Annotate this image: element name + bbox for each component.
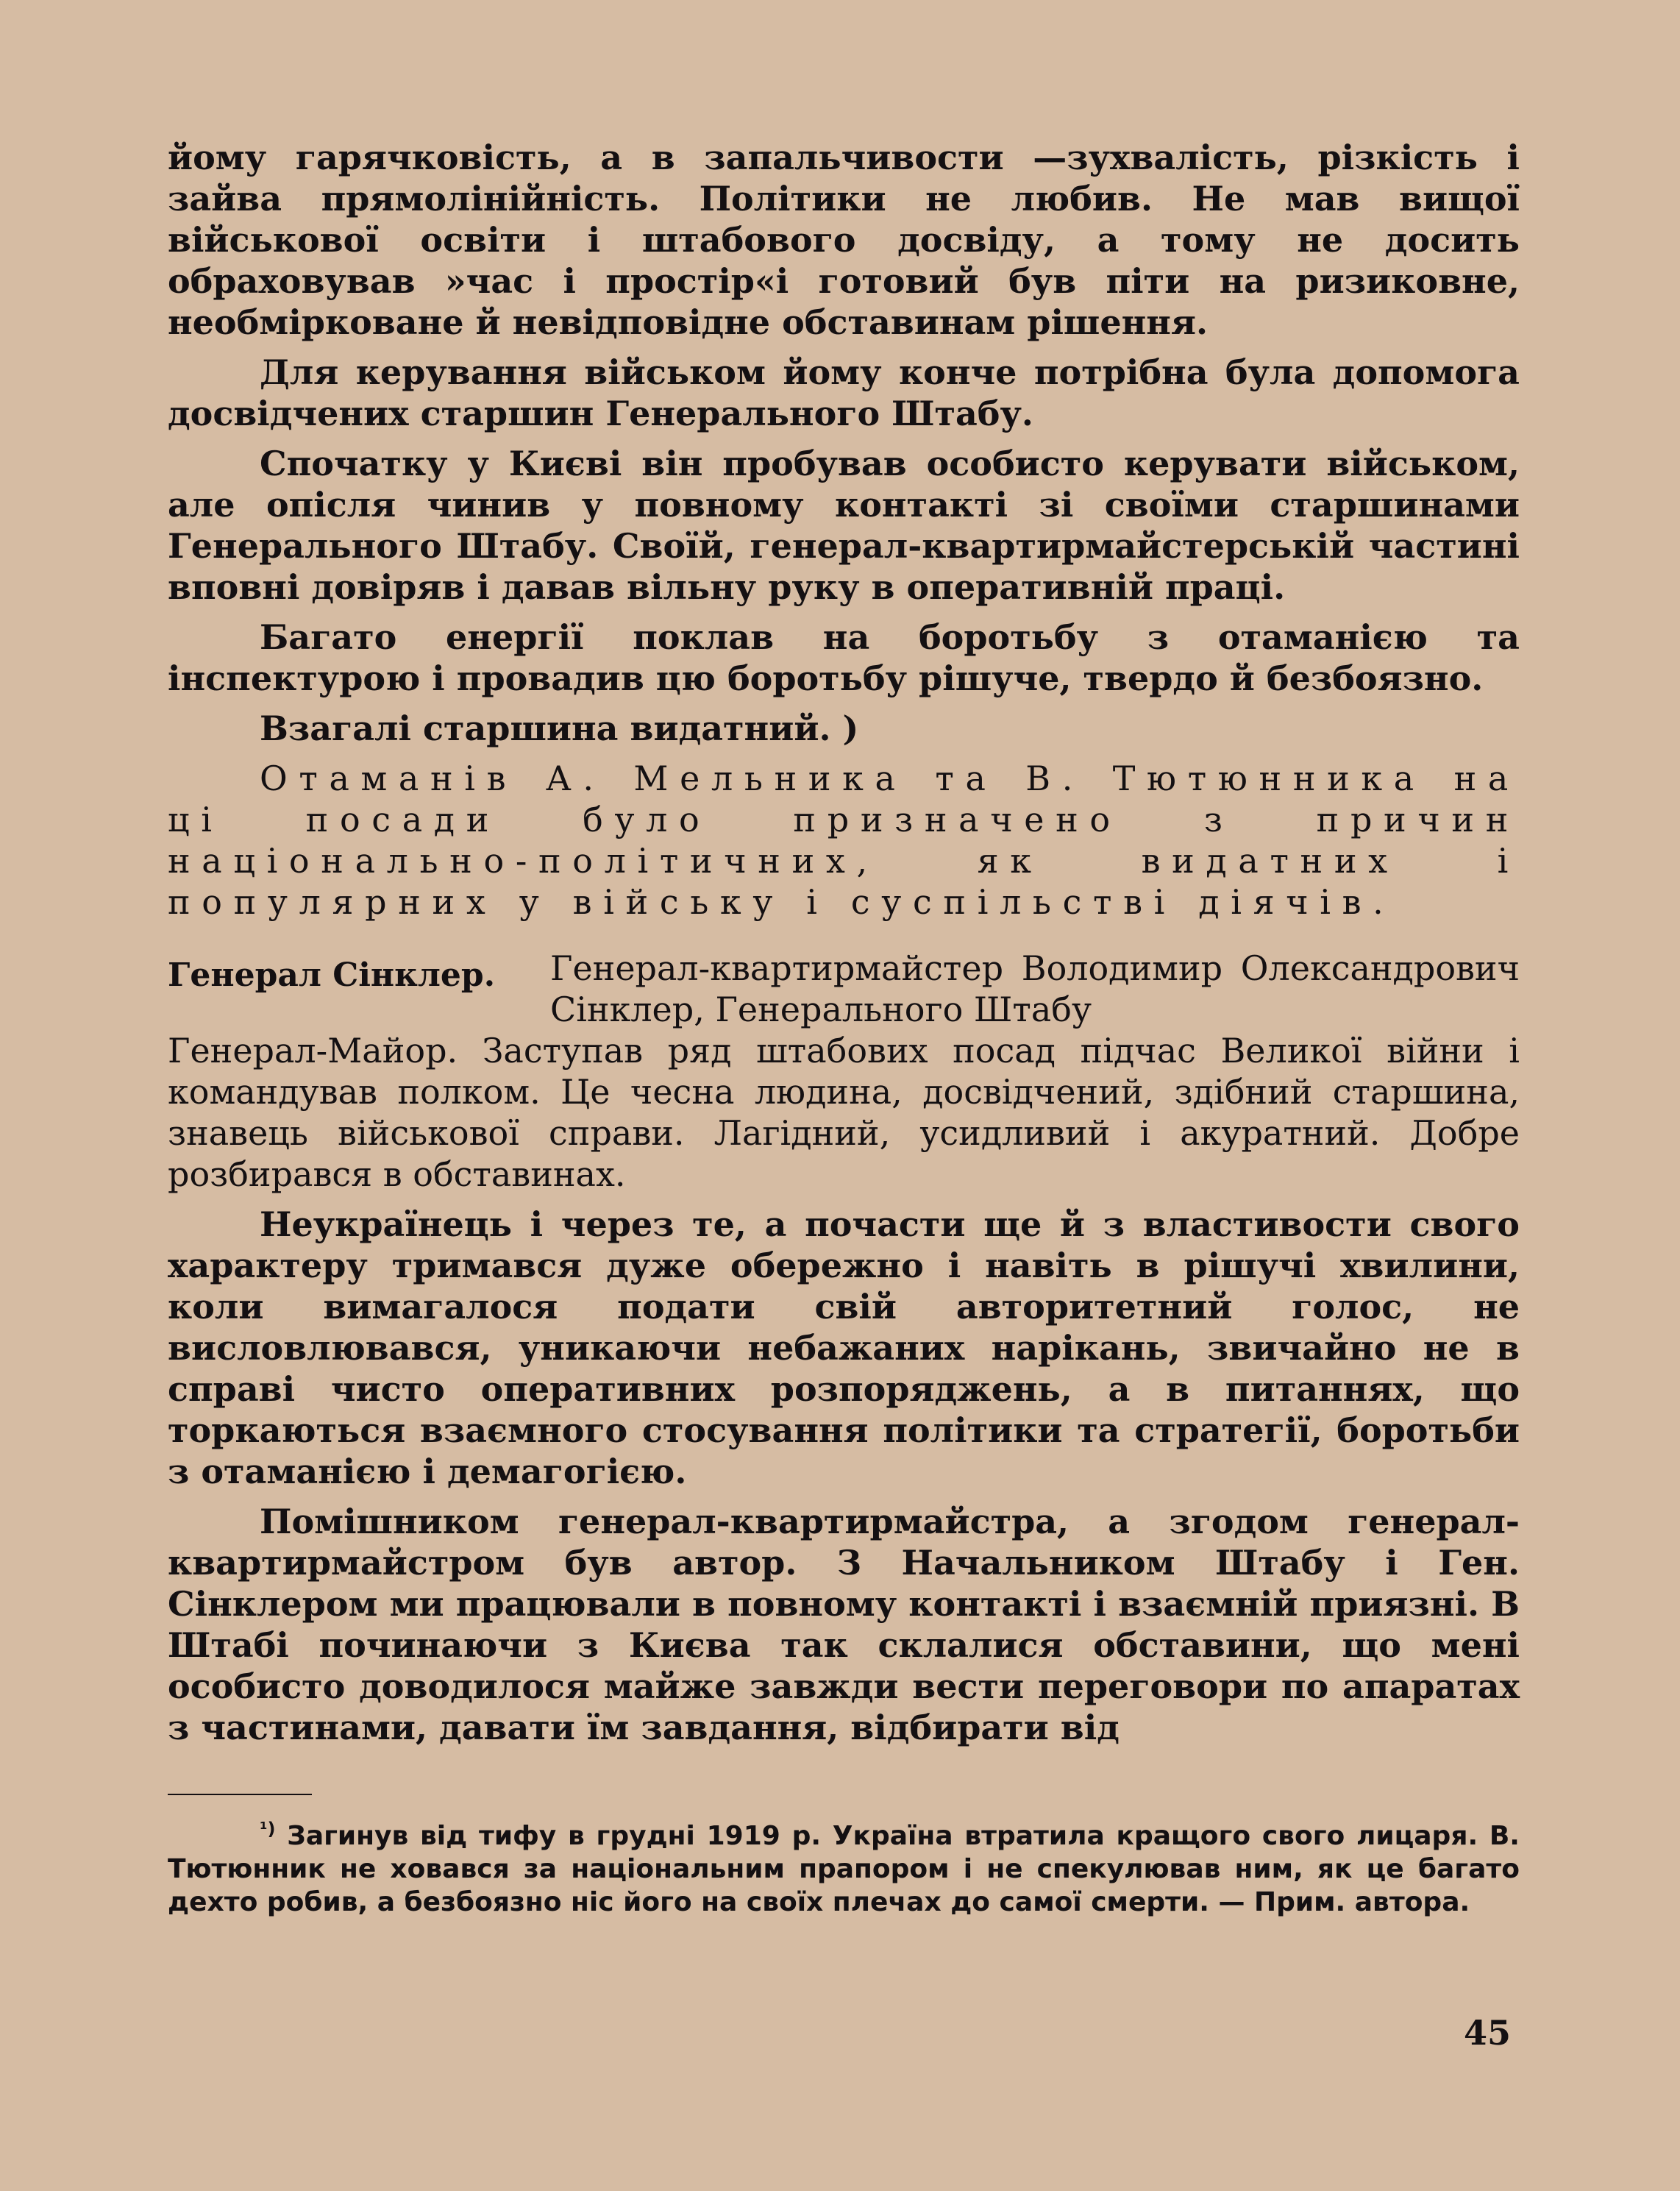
footnote [168,1813,1520,1919]
section-paragraph-character: Неукраїнець і через те, а почасти ще й з властивости свого характеру тримався дуже обережно і навіть в рішучі хвилини, коли вимагалося подати свій авторитетний голос, не висловлювався, уникаючи небажаних нарікань, звичайно не в справі чисто оперативних розпоряджень, а в питаннях, що торкаються взаємного стосування політики та стратегії, боротьби з отаманією і демагогією. [168,1204,1520,1491]
section-title: Генерал Сінклер. [168,956,496,994]
page-body [168,137,1520,1919]
paragraph-command-help: Для керування військом йому конче потрібна була допомога досвідчених старшин Генерального Штабу. [168,352,1520,433]
paragraph-continuation: йому гарячковість, а в запальчивости —зухвалість, різкість і зайва прямолінійність. Політики не любив. Не мав вищої військової освіти і штабового досвіду, а тому не досить обраховував »час і простір«і готовий був піти на ризиковне, необмірковане й невідповідне обставинам рішення. [168,138,1520,342]
footnote-text: Загинув від тифу в грудні 1919 р. Україна втратила кращого свого лицаря. В. Тютюнник не ховався за національним прапором і не спекулював ним, як це багато дехто робив, а безбоязно ніс його на своїх плечах до самої смерти. — Прим. автора. [168,1821,1520,1917]
paragraph-summary: Взагалі старшина видатний. ) [260,709,859,748]
paragraph-otamania: Багато енергії поклав на боротьбу з отаманією та інспектурою і провадив цю боротьбу рішуче, твердо й безбоязно. [168,617,1520,698]
section-sinkler-heading [168,948,1520,1030]
paragraph-spaced-note: Отаманів А. Мельника та В. Тютюнника на ці посади було призначено з причин національно-політичних, як видатних і популярних у війську і суспільстві діячів. [168,759,1520,922]
section-paragraph-author: Помішником генерал-квартирмайстра, а згодом генерал-квартирмайстром був автор. З Начальником Штабу і Ген. Сінклером ми працювали в повному контакті і взаємній приязні. В Штабі починаючи з Києва так склалися обставини, що мені особисто доводилося майже завжди вести переговори по апаратах з частинами, давати їм завдання, відбирати від [168,1502,1520,1747]
page-number: 45 [1464,2013,1512,2053]
paragraph-kyiv-command: Спочатку у Києві він пробував особисто керувати військом, але опісля чинив у повному контакті зі своїми старшинами Генерального Штабу. Своїй, генерал-квартирмайстерській частині вповні довіряв і давав вільну руку в оперативній праці. [168,444,1520,607]
section-first-text: Генерал-квартирмайстер Володимир Олександрович Сінклер, Генерального Штабу [550,948,1520,1029]
footnote-divider [168,1794,312,1795]
section-continuation: Генерал-Майор. Заступав ряд штабових посад підчас Великої війни і командував полком. Це чесна людина, досвідчений, здібний старшина, знавець військової справи. Лагідний, усидливий і акуратний. Добре розбирався в обставинах. [168,1031,1520,1194]
footnote-marker: ¹) [260,1819,276,1839]
